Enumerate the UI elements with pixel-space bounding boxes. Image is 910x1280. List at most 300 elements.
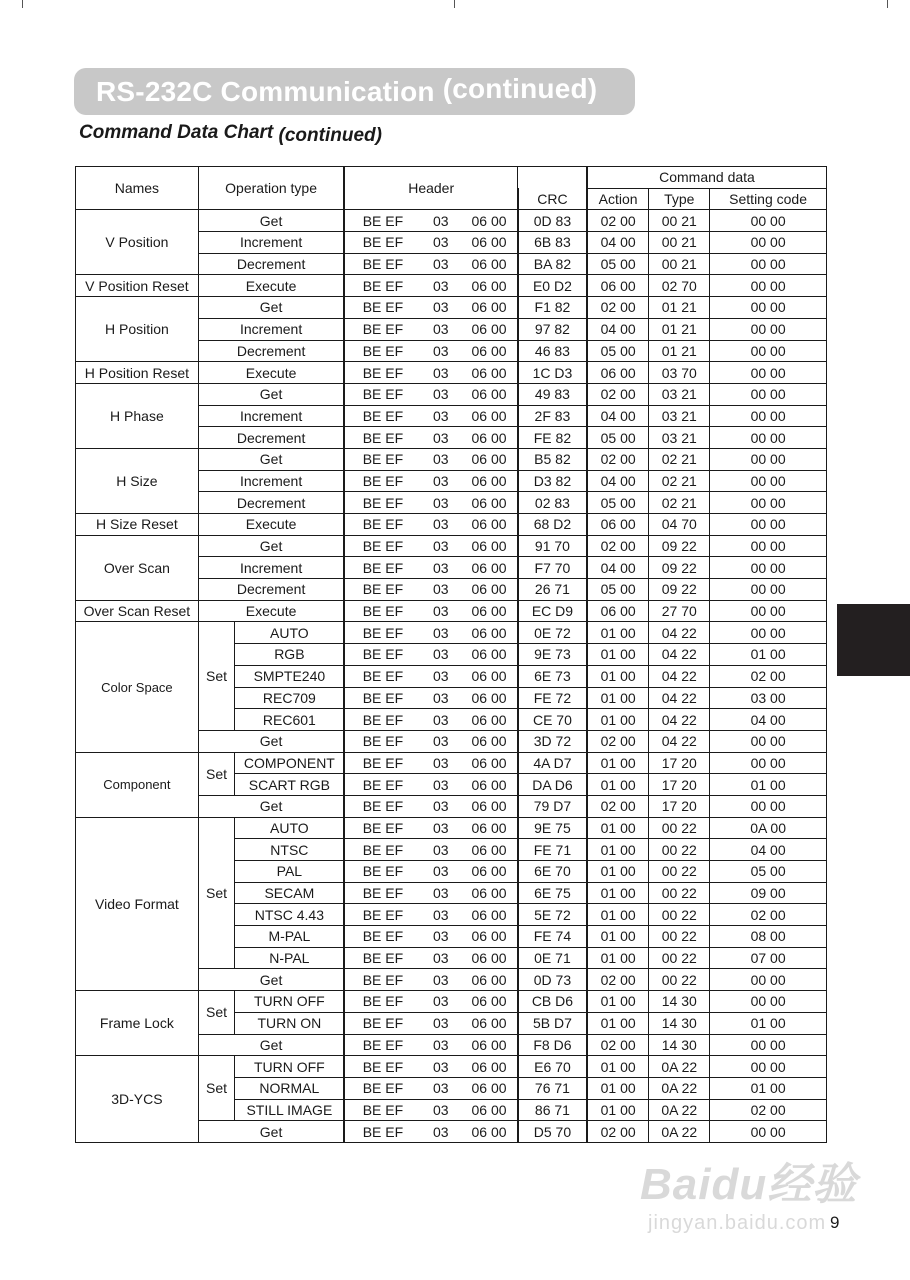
header-byte-2: 03 (421, 470, 462, 492)
crc-cell: 0E 71 (518, 947, 587, 969)
header-byte-3: 06 00 (461, 991, 518, 1013)
header-byte-1: BE EF (344, 665, 420, 687)
header-byte-1: BE EF (344, 275, 420, 297)
action-cell: 04 00 (587, 232, 649, 254)
header-byte-2: 03 (421, 1121, 462, 1143)
header-byte-1: BE EF (344, 947, 420, 969)
type-cell: 09 22 (649, 535, 710, 557)
header-byte-1: BE EF (344, 687, 420, 709)
type-cell: 04 70 (649, 514, 710, 536)
header-byte-3: 06 00 (461, 600, 518, 622)
header-byte-1: BE EF (344, 579, 420, 601)
header-type: Type (649, 188, 710, 210)
setting-code-cell: 02 00 (710, 665, 827, 687)
operation-cell: PAL (235, 861, 345, 883)
crc-cell: B5 82 (518, 448, 587, 470)
type-cell: 04 22 (649, 665, 710, 687)
header-byte-1: BE EF (344, 969, 420, 991)
setting-code-cell: 0A 00 (710, 817, 827, 839)
header-byte-3: 06 00 (461, 644, 518, 666)
crc-cell: 6E 73 (518, 665, 587, 687)
table-header-row (76, 167, 827, 189)
header-byte-3: 06 00 (461, 665, 518, 687)
action-cell: 05 00 (587, 579, 649, 601)
type-cell: 00 22 (649, 904, 710, 926)
action-cell: 01 00 (587, 622, 649, 644)
header-command-data: Command data (587, 167, 827, 189)
crc-cell: 4A D7 (518, 752, 587, 774)
operation-cell: TURN OFF (235, 1056, 345, 1078)
header-byte-2: 03 (421, 297, 462, 319)
setting-code-cell: 00 00 (710, 362, 827, 384)
header-byte-3: 06 00 (461, 904, 518, 926)
table-row (76, 362, 827, 384)
page-number: 9 (830, 1213, 840, 1232)
action-cell: 01 00 (587, 752, 649, 774)
setting-code-cell: 00 00 (710, 210, 827, 232)
crc-cell: F8 D6 (518, 1034, 587, 1056)
header-byte-2: 03 (421, 210, 462, 232)
setting-code-cell: 00 00 (710, 600, 827, 622)
header-byte-2: 03 (421, 991, 462, 1013)
operation-cell: SCART RGB (235, 774, 345, 796)
type-cell: 04 22 (649, 644, 710, 666)
header-byte-3: 06 00 (461, 470, 518, 492)
setting-code-cell: 00 00 (710, 492, 827, 514)
header-byte-1: BE EF (344, 1012, 420, 1034)
header-byte-3: 06 00 (461, 839, 518, 861)
action-cell: 02 00 (587, 730, 649, 752)
type-cell: 03 21 (649, 383, 710, 405)
header-byte-3: 06 00 (461, 926, 518, 948)
header-byte-3: 06 00 (461, 1034, 518, 1056)
header-byte-2: 03 (421, 861, 462, 883)
header-byte-1: BE EF (344, 210, 420, 232)
table-row (76, 752, 827, 774)
header-byte-3: 06 00 (461, 253, 518, 275)
header-byte-3: 06 00 (461, 514, 518, 536)
operation-cell: Decrement (198, 579, 344, 601)
setting-code-cell: 00 00 (710, 427, 827, 449)
action-cell: 01 00 (587, 774, 649, 796)
header-byte-3: 06 00 (461, 210, 518, 232)
action-cell: 01 00 (587, 882, 649, 904)
setting-code-cell: 01 00 (710, 644, 827, 666)
header-byte-1: BE EF (344, 904, 420, 926)
header-header: Header (344, 167, 518, 210)
type-cell: 00 21 (649, 210, 710, 232)
header-byte-2: 03 (421, 665, 462, 687)
operation-cell: AUTO (235, 817, 345, 839)
crc-cell: 0E 72 (518, 622, 587, 644)
operation-cell: Get (198, 448, 344, 470)
header-byte-2: 03 (421, 752, 462, 774)
type-cell: 01 21 (649, 340, 710, 362)
action-cell: 02 00 (587, 383, 649, 405)
crc-cell: 26 71 (518, 579, 587, 601)
header-byte-1: BE EF (344, 514, 420, 536)
group-name: Component (76, 752, 199, 817)
table-row (76, 210, 827, 232)
header-crc: CRC (518, 188, 587, 210)
setting-code-cell: 00 00 (710, 535, 827, 557)
action-cell: 01 00 (587, 839, 649, 861)
header-byte-1: BE EF (344, 405, 420, 427)
crc-cell: 79 D7 (518, 795, 587, 817)
crc-cell: 5E 72 (518, 904, 587, 926)
watermark-brand: Baidu经验 (640, 1160, 858, 1209)
crc-cell: 02 83 (518, 492, 587, 514)
action-cell: 02 00 (587, 1034, 649, 1056)
header-byte-1: BE EF (344, 644, 420, 666)
header-byte-1: BE EF (344, 795, 420, 817)
type-cell: 17 20 (649, 774, 710, 796)
action-cell: 02 00 (587, 795, 649, 817)
header-byte-2: 03 (421, 687, 462, 709)
action-cell: 02 00 (587, 297, 649, 319)
crc-cell: F7 70 (518, 557, 587, 579)
operation-cell: N-PAL (235, 947, 345, 969)
crc-cell: D3 82 (518, 470, 587, 492)
operation-cell: Get (198, 730, 344, 752)
operation-cell: Get (198, 210, 344, 232)
action-cell: 01 00 (587, 991, 649, 1013)
header-byte-2: 03 (421, 795, 462, 817)
header-byte-3: 06 00 (461, 622, 518, 644)
type-cell: 03 21 (649, 405, 710, 427)
header-byte-2: 03 (421, 730, 462, 752)
type-cell: 00 22 (649, 926, 710, 948)
table-row (76, 297, 827, 319)
header-byte-1: BE EF (344, 1034, 420, 1056)
header-byte-2: 03 (421, 405, 462, 427)
setting-code-cell: 00 00 (710, 795, 827, 817)
header-byte-3: 06 00 (461, 1077, 518, 1099)
type-cell: 04 22 (649, 687, 710, 709)
crc-cell: CE 70 (518, 709, 587, 731)
header-byte-2: 03 (421, 1012, 462, 1034)
header-byte-1: BE EF (344, 817, 420, 839)
header-byte-1: BE EF (344, 1121, 420, 1143)
crc-cell: E0 D2 (518, 275, 587, 297)
group-name: Frame Lock (76, 991, 199, 1056)
header-byte-3: 06 00 (461, 795, 518, 817)
header-byte-3: 06 00 (461, 1099, 518, 1121)
action-cell: 01 00 (587, 817, 649, 839)
header-byte-3: 06 00 (461, 1121, 518, 1143)
action-cell: 01 00 (587, 1099, 649, 1121)
crc-cell: 91 70 (518, 535, 587, 557)
header-byte-3: 06 00 (461, 318, 518, 340)
setting-code-cell: 00 00 (710, 232, 827, 254)
crc-cell: 76 71 (518, 1077, 587, 1099)
header-byte-3: 06 00 (461, 232, 518, 254)
setting-code-cell: 00 00 (710, 1056, 827, 1078)
crc-cell: DA D6 (518, 774, 587, 796)
operation-cell: SECAM (235, 882, 345, 904)
operation-cell: Decrement (198, 492, 344, 514)
section-tab-marker (837, 604, 910, 676)
table-row (76, 275, 827, 297)
set-label: Set (198, 622, 235, 730)
action-cell: 06 00 (587, 362, 649, 384)
action-cell: 01 00 (587, 709, 649, 731)
action-cell: 01 00 (587, 861, 649, 883)
operation-cell: SMPTE240 (235, 665, 345, 687)
operation-cell: M-PAL (235, 926, 345, 948)
section-title: RS-232C Communication (continued) (96, 73, 598, 107)
setting-code-cell: 00 00 (710, 622, 827, 644)
crc-cell: F1 82 (518, 297, 587, 319)
crop-mark (22, 0, 23, 8)
type-cell: 03 70 (649, 362, 710, 384)
operation-cell: Get (198, 1034, 344, 1056)
type-cell: 01 21 (649, 318, 710, 340)
header-byte-1: BE EF (344, 535, 420, 557)
action-cell: 01 00 (587, 1056, 649, 1078)
header-byte-2: 03 (421, 253, 462, 275)
action-cell: 05 00 (587, 340, 649, 362)
section-title-banner (74, 68, 635, 115)
type-cell: 02 21 (649, 448, 710, 470)
type-cell: 02 21 (649, 492, 710, 514)
header-byte-1: BE EF (344, 318, 420, 340)
type-cell: 02 21 (649, 470, 710, 492)
crc-cell: 0D 83 (518, 210, 587, 232)
setting-code-cell: 00 00 (710, 340, 827, 362)
setting-code-cell: 00 00 (710, 253, 827, 275)
operation-cell: NTSC 4.43 (235, 904, 345, 926)
operation-cell: Execute (198, 362, 344, 384)
header-operation-type: Operation type (198, 167, 344, 210)
operation-cell: Decrement (198, 340, 344, 362)
group-name: Video Format (76, 817, 199, 991)
setting-code-cell: 00 00 (710, 470, 827, 492)
header-byte-3: 06 00 (461, 448, 518, 470)
header-byte-3: 06 00 (461, 340, 518, 362)
header-byte-2: 03 (421, 774, 462, 796)
header-byte-2: 03 (421, 1099, 462, 1121)
header-byte-1: BE EF (344, 1077, 420, 1099)
operation-cell: Increment (198, 232, 344, 254)
crc-cell: 49 83 (518, 383, 587, 405)
setting-code-cell: 00 00 (710, 1034, 827, 1056)
header-byte-2: 03 (421, 340, 462, 362)
chart-subtitle: Command Data Chart (continued) (79, 122, 382, 146)
action-cell: 01 00 (587, 947, 649, 969)
header-byte-3: 06 00 (461, 1012, 518, 1034)
header-byte-1: BE EF (344, 600, 420, 622)
crop-mark (454, 0, 455, 8)
operation-cell: TURN ON (235, 1012, 345, 1034)
crc-cell: 3D 72 (518, 730, 587, 752)
operation-cell: AUTO (235, 622, 345, 644)
header-byte-1: BE EF (344, 839, 420, 861)
operation-cell: Decrement (198, 253, 344, 275)
header-byte-3: 06 00 (461, 709, 518, 731)
type-cell: 17 20 (649, 795, 710, 817)
type-cell: 0A 22 (649, 1077, 710, 1099)
crc-cell: FE 71 (518, 839, 587, 861)
header-byte-2: 03 (421, 579, 462, 601)
action-cell: 04 00 (587, 405, 649, 427)
table-body (76, 210, 827, 1143)
header-byte-1: BE EF (344, 362, 420, 384)
crc-cell: CB D6 (518, 991, 587, 1013)
header-byte-2: 03 (421, 622, 462, 644)
action-cell: 04 00 (587, 470, 649, 492)
type-cell: 14 30 (649, 991, 710, 1013)
group-name: H Size (76, 448, 199, 513)
header-byte-2: 03 (421, 535, 462, 557)
type-cell: 04 22 (649, 709, 710, 731)
group-name: H Size Reset (76, 514, 199, 536)
header-byte-3: 06 00 (461, 557, 518, 579)
type-cell: 00 22 (649, 839, 710, 861)
header-byte-2: 03 (421, 427, 462, 449)
set-label: Set (198, 752, 235, 795)
header-byte-3: 06 00 (461, 774, 518, 796)
setting-code-cell: 00 00 (710, 730, 827, 752)
header-byte-3: 06 00 (461, 947, 518, 969)
action-cell: 05 00 (587, 253, 649, 275)
header-byte-1: BE EF (344, 557, 420, 579)
operation-cell: STILL IMAGE (235, 1099, 345, 1121)
operation-cell: Increment (198, 405, 344, 427)
operation-cell: RGB (235, 644, 345, 666)
operation-cell: TURN OFF (235, 991, 345, 1013)
header-byte-2: 03 (421, 1077, 462, 1099)
setting-code-cell: 00 00 (710, 318, 827, 340)
watermark-url: jingyan.baidu.com (648, 1212, 827, 1234)
crc-cell: 2F 83 (518, 405, 587, 427)
table-row (76, 448, 827, 470)
crc-cell: BA 82 (518, 253, 587, 275)
operation-cell: Execute (198, 514, 344, 536)
type-cell: 03 21 (649, 427, 710, 449)
setting-code-cell: 01 00 (710, 774, 827, 796)
setting-code-cell: 02 00 (710, 1099, 827, 1121)
action-cell: 06 00 (587, 600, 649, 622)
type-cell: 04 22 (649, 730, 710, 752)
group-name: Over Scan Reset (76, 600, 199, 622)
setting-code-cell: 00 00 (710, 448, 827, 470)
header-setting-code: Setting code (710, 188, 827, 210)
header-byte-2: 03 (421, 232, 462, 254)
operation-cell: Decrement (198, 427, 344, 449)
header-byte-2: 03 (421, 926, 462, 948)
group-name: H Position Reset (76, 362, 199, 384)
table-row (76, 383, 827, 405)
operation-cell: Get (198, 297, 344, 319)
header-byte-2: 03 (421, 383, 462, 405)
operation-cell: Increment (198, 318, 344, 340)
type-cell: 00 22 (649, 882, 710, 904)
setting-code-cell: 00 00 (710, 514, 827, 536)
command-data-table (75, 166, 827, 1143)
header-byte-1: BE EF (344, 383, 420, 405)
header-byte-3: 06 00 (461, 297, 518, 319)
action-cell: 01 00 (587, 665, 649, 687)
header-byte-3: 06 00 (461, 427, 518, 449)
setting-code-cell: 00 00 (710, 579, 827, 601)
table-row (76, 817, 827, 839)
operation-cell: NTSC (235, 839, 345, 861)
operation-cell: Increment (198, 470, 344, 492)
crc-cell: FE 72 (518, 687, 587, 709)
crc-cell: 5B D7 (518, 1012, 587, 1034)
header-byte-3: 06 00 (461, 383, 518, 405)
table-row (76, 600, 827, 622)
type-cell: 00 22 (649, 969, 710, 991)
setting-code-cell: 00 00 (710, 991, 827, 1013)
group-name: H Position (76, 297, 199, 362)
header-byte-1: BE EF (344, 1056, 420, 1078)
set-label: Set (198, 817, 235, 969)
header-byte-3: 06 00 (461, 752, 518, 774)
crc-cell: 86 71 (518, 1099, 587, 1121)
header-byte-2: 03 (421, 275, 462, 297)
operation-cell: Get (198, 1121, 344, 1143)
action-cell: 04 00 (587, 557, 649, 579)
setting-code-cell: 04 00 (710, 709, 827, 731)
action-cell: 01 00 (587, 926, 649, 948)
type-cell: 0A 22 (649, 1056, 710, 1078)
watermark (640, 1148, 857, 1235)
header-byte-2: 03 (421, 600, 462, 622)
header-byte-2: 03 (421, 1056, 462, 1078)
header-byte-3: 06 00 (461, 687, 518, 709)
header-byte-1: BE EF (344, 253, 420, 275)
operation-cell: Get (198, 535, 344, 557)
table-row (76, 991, 827, 1013)
header-byte-2: 03 (421, 514, 462, 536)
header-byte-2: 03 (421, 882, 462, 904)
header-byte-3: 06 00 (461, 492, 518, 514)
header-byte-2: 03 (421, 947, 462, 969)
type-cell: 00 22 (649, 947, 710, 969)
setting-code-cell: 02 00 (710, 904, 827, 926)
header-byte-3: 06 00 (461, 861, 518, 883)
setting-code-cell: 00 00 (710, 557, 827, 579)
action-cell: 06 00 (587, 514, 649, 536)
table-row (76, 1056, 827, 1078)
header-byte-3: 06 00 (461, 817, 518, 839)
header-byte-2: 03 (421, 644, 462, 666)
header-byte-1: BE EF (344, 1099, 420, 1121)
group-name: V Position (76, 210, 199, 275)
crop-mark (887, 0, 888, 8)
crc-cell: 9E 75 (518, 817, 587, 839)
action-cell: 05 00 (587, 492, 649, 514)
type-cell: 09 22 (649, 579, 710, 601)
set-label: Set (198, 991, 235, 1034)
header-byte-2: 03 (421, 448, 462, 470)
header-byte-1: BE EF (344, 709, 420, 731)
type-cell: 00 21 (649, 232, 710, 254)
header-byte-1: BE EF (344, 340, 420, 362)
header-byte-3: 06 00 (461, 1056, 518, 1078)
crc-cell: 6E 75 (518, 882, 587, 904)
header-byte-1: BE EF (344, 730, 420, 752)
header-byte-3: 06 00 (461, 579, 518, 601)
type-cell: 00 21 (649, 253, 710, 275)
type-cell: 0A 22 (649, 1099, 710, 1121)
header-byte-2: 03 (421, 318, 462, 340)
operation-cell: Get (198, 795, 344, 817)
group-name: Color Space (76, 622, 199, 752)
setting-code-cell: 00 00 (710, 1121, 827, 1143)
